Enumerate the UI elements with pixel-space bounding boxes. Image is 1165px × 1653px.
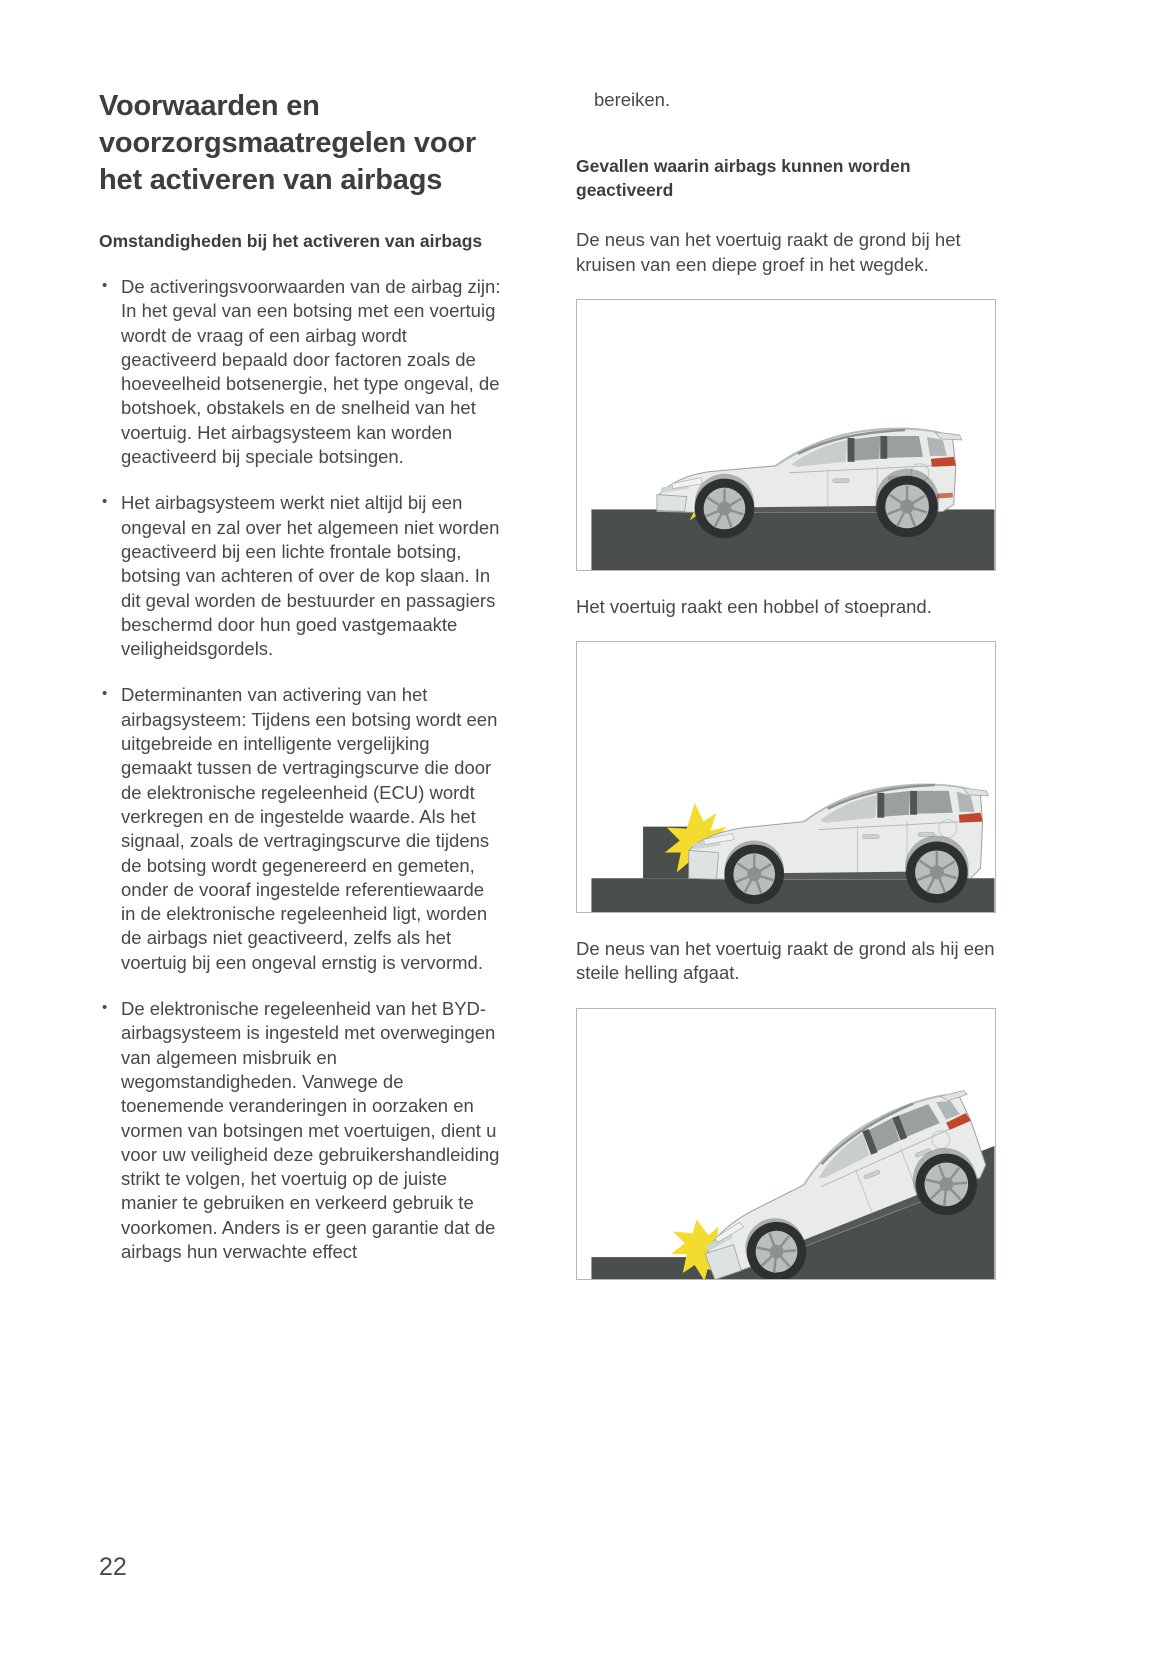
figure-1-caption: De neus van het voertuig raakt de grond bij het kruisen van een diepe groef in het wegdek. — [576, 229, 961, 275]
section-subheading-activation-cases: Gevallen waarin airbags kunnen worden geactiveerd — [576, 156, 911, 201]
conditions-bullet-list — [99, 275, 503, 1264]
vehicle-descending-steep-slope-illustration — [577, 1009, 995, 1279]
list-item: • De elektronische regeleenheid van het BYD-airbagsysteem is ingesteld met overwegingen van algemeen misbruik en wegomstandigheden. Vanwege de toenemende veranderingen in oorzaken en vormen van botsingen met voertuigen, dient u voor uw veiligheid deze gebruikershandleiding strikt te volgen, het voertuig op de juiste manier te gebruiken en verkeerd gebruik te voorkomen. Anders is er geen garantie dat de airbags hun verwachte effect — [99, 997, 503, 1264]
rear-wheel — [876, 476, 938, 538]
figure-3-caption: De neus van het voertuig raakt de grond als hij een steile helling afgaat. — [576, 938, 995, 984]
figure-vehicle-hitting-curb — [576, 641, 996, 913]
rear-wheel — [906, 842, 968, 904]
continuation-text: bereiken. — [594, 89, 671, 110]
right-column — [576, 88, 996, 1280]
section-subheading-conditions: Omstandigheden bij het activeren van airbags — [99, 231, 483, 251]
vehicle-hitting-curb-illustration — [577, 642, 995, 912]
left-column — [99, 88, 503, 1286]
page-number: 22 — [99, 1553, 127, 1581]
figure-vehicle-descending-steep-slope — [576, 1008, 996, 1280]
list-item: • Het airbagsysteem werkt niet altijd bij een ongeval en zal over het algemeen niet worden geactiveerd bij een lichte frontale botsing, botsing van achteren of over de kop slaan. In dit geval worden de bestuurder en passagiers beschermd door hun goed vastgemaakte veiligheidsgordels. — [99, 491, 503, 661]
front-wheel — [724, 845, 784, 905]
front-wheel — [695, 479, 755, 539]
figure-2-caption: Het voertuig raakt een hobbel of stoeprand. — [576, 595, 932, 617]
vehicle-crossing-deep-groove-illustration — [577, 300, 995, 570]
figure-vehicle-crossing-deep-groove — [576, 299, 996, 571]
list-item: • Determinanten van activering van het airbagsysteem: Tijdens een botsing wordt een uitgebreide en intelligente vergelijking gemaakt tussen de vertragingscurve die door de elektronische regeleenheid (ECU) wordt verkregen en de ingestelde waarde. Als het signaal, zoals de vertragingscurve die tijdens de botsing wordt gegenereerd en gemeten, onder de vooraf ingestelde referentiewaarde in de elektronische regeleenheid ligt, worden de airbags niet geactiveerd, zelfs als het voertuig bij een ongeval ernstig is vervormd. — [99, 683, 503, 975]
page-title: Voorwaarden en voorzorgsmaatregelen voor het activeren van airbags — [99, 90, 476, 196]
list-item: • De activeringsvoorwaarden van de airbag zijn: In het geval van een botsing met een voertuig wordt de vraag of een airbag wordt geactiveerd bepaald door factoren zoals de hoeveelheid botsenergie, het type ongeval, de botshoek, obstakels en de snelheid van het voertuig. Het airbagsysteem kan worden geactiveerd bij speciale botsingen. — [99, 275, 503, 469]
